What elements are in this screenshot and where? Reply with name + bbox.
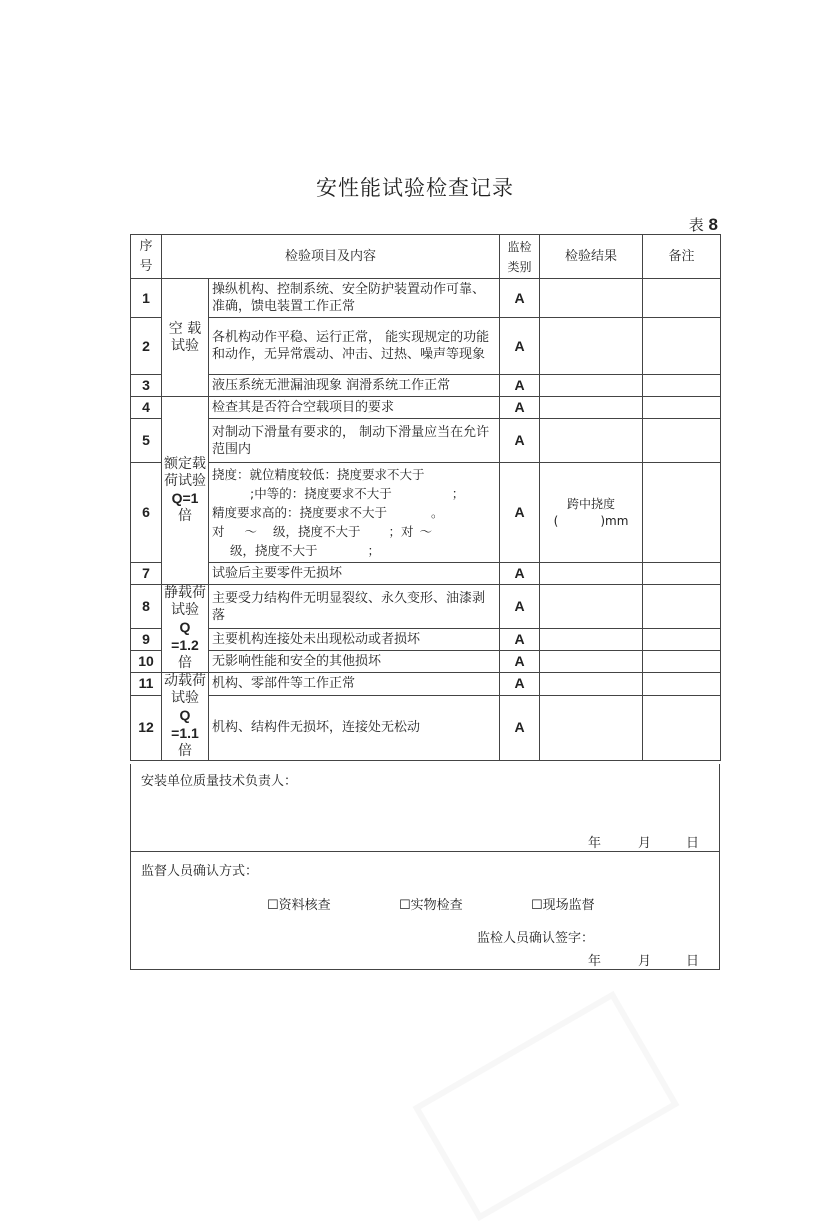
row-content: 主要受力结构件无明显裂纹、永久变形、油漆剥落	[209, 585, 500, 629]
group-label-static-load	[162, 585, 209, 673]
table-row	[131, 651, 721, 673]
row-content: 主要机构连接处未出现松动或者损坏	[209, 629, 500, 651]
row-number: 6	[131, 463, 162, 563]
deflection-line: 对 ～ 级，挠度不大于 ；对 ～	[212, 524, 433, 539]
table-row	[131, 585, 721, 629]
group-label-text: 额定载荷试验	[164, 456, 206, 489]
row-result-deflection[interactable]	[540, 463, 643, 563]
page-title: 安性能试验检查记录	[316, 176, 514, 200]
group-label-factor: Q=1	[171, 490, 199, 506]
row-content: 机构、结构件无损坏，连接处无松动	[209, 695, 500, 760]
group-label-no-load: 空 载试验	[162, 279, 209, 397]
row-number: 7	[131, 563, 162, 585]
group-label-dynamic-load	[162, 673, 209, 761]
table-row	[131, 563, 721, 585]
table-row	[131, 419, 721, 463]
group-label-unit: 倍	[178, 508, 192, 524]
deflection-label: 跨中挠度	[567, 496, 616, 511]
group-label-factor: Q =1.2	[171, 619, 199, 653]
deflection-value[interactable]: ( )mm	[553, 513, 629, 528]
table-number-prefix: 表	[688, 216, 704, 234]
table-number-value: 8	[708, 215, 718, 234]
row-number: 3	[131, 375, 162, 397]
row-content: 液压系统无泄漏油现象 润滑系统工作正常	[209, 375, 500, 397]
row-number: 1	[131, 279, 162, 318]
row-category: A	[500, 585, 540, 629]
row-category: A	[500, 463, 540, 563]
header-seq: 序号	[131, 235, 162, 279]
row-category: A	[500, 318, 540, 375]
row-result[interactable]	[540, 695, 643, 760]
row-remark[interactable]	[643, 375, 721, 397]
row-number: 10	[131, 651, 162, 673]
row-result[interactable]	[540, 419, 643, 463]
row-category: A	[500, 279, 540, 318]
group-label-text: 动载荷试验	[164, 673, 206, 706]
row-remark[interactable]	[643, 695, 721, 760]
row-result[interactable]	[540, 375, 643, 397]
row-result[interactable]	[540, 397, 643, 419]
install-date-month: 月	[638, 836, 652, 851]
row-content: 机构、零部件等工作正常	[209, 673, 500, 696]
row-remark[interactable]	[643, 585, 721, 629]
header-result: 检验结果	[540, 235, 643, 279]
watermark-shape	[413, 991, 680, 1221]
group-label-text: 静载荷试验	[164, 585, 206, 618]
row-category: A	[500, 375, 540, 397]
row-category: A	[500, 563, 540, 585]
option-onsite-supervision[interactable]: ☐现场监督	[531, 898, 595, 913]
row-remark[interactable]	[643, 673, 721, 696]
row-result[interactable]	[540, 673, 643, 696]
row-result[interactable]	[540, 279, 643, 318]
table-row	[131, 375, 721, 397]
header-row	[131, 235, 721, 279]
row-remark[interactable]	[643, 318, 721, 375]
inspection-table	[130, 234, 721, 761]
install-date-year: 年	[588, 836, 602, 851]
table-row	[131, 397, 721, 419]
row-content: 检查其是否符合空载项目的要求	[209, 397, 500, 419]
row-content-deflection	[209, 463, 500, 563]
table-row	[131, 629, 721, 651]
sign-date-day: 日	[686, 954, 700, 969]
install-date-day: 日	[686, 836, 700, 851]
deflection-line: 挠度：就位精度较低：挠度要求不大于	[212, 467, 425, 482]
row-remark[interactable]	[643, 463, 721, 563]
sign-date-month: 月	[638, 954, 652, 969]
supervision-method-label: 监督人员确认方式：	[141, 864, 259, 879]
group-label-rated-load	[162, 397, 209, 585]
row-content: 操纵机构、控制系统、安全防护装置动作可靠、准确，馈电装置工作正常	[209, 279, 500, 318]
row-content: 对制动下滑量有要求的， 制动下滑量应当在允许范围内	[209, 419, 500, 463]
table-row	[131, 279, 721, 318]
group-label-unit: 倍	[178, 743, 192, 759]
table-row	[131, 463, 721, 563]
header-item: 检验项目及内容	[162, 235, 500, 279]
table-row	[131, 695, 721, 760]
row-category: A	[500, 695, 540, 760]
row-remark[interactable]	[643, 563, 721, 585]
row-content: 无影响性能和安全的其他损坏	[209, 651, 500, 673]
deflection-line: 精度要求高的：挠度要求不大于 。	[212, 505, 444, 520]
row-number: 5	[131, 419, 162, 463]
row-remark[interactable]	[643, 279, 721, 318]
row-content: 各机构动作平稳、运行正常， 能实现规定的功能和动作，无异常震动、冲击、过热、噪声等现象	[209, 318, 500, 375]
header-remark: 备注	[643, 235, 721, 279]
row-content: 试验后主要零件无损坏	[209, 563, 500, 585]
table-row	[131, 318, 721, 375]
table-row	[131, 673, 721, 696]
install-unit-label: 安装单位质量技术负责人：	[141, 774, 298, 789]
row-result[interactable]	[540, 629, 643, 651]
row-category: A	[500, 629, 540, 651]
row-category: A	[500, 673, 540, 696]
deflection-line: 级，挠度不大于 ；	[230, 543, 381, 558]
row-number: 8	[131, 585, 162, 629]
row-number: 11	[131, 673, 162, 696]
option-document-check[interactable]: ☐资料核查	[267, 898, 331, 913]
sign-date-year: 年	[588, 954, 602, 969]
row-number: 4	[131, 397, 162, 419]
header-category: 监检类别	[500, 235, 540, 279]
group-label-unit: 倍	[178, 655, 192, 671]
row-category: A	[500, 419, 540, 463]
table-number	[600, 214, 718, 235]
row-remark[interactable]	[643, 651, 721, 673]
row-result[interactable]	[540, 318, 643, 375]
row-remark[interactable]	[643, 419, 721, 463]
deflection-line: ;中等的：挠度要求不大于 ；	[250, 486, 465, 501]
row-number: 2	[131, 318, 162, 375]
inspector-signature-label: 监检人员确认签字：	[477, 931, 595, 946]
row-remark[interactable]	[643, 629, 721, 651]
option-physical-check[interactable]: ☐实物检查	[399, 898, 463, 913]
row-result[interactable]	[540, 651, 643, 673]
row-result[interactable]	[540, 585, 643, 629]
row-result[interactable]	[540, 563, 643, 585]
install-unit-section	[131, 764, 719, 852]
row-remark[interactable]	[643, 397, 721, 419]
group-label-factor: Q =1.1	[171, 707, 199, 741]
row-number: 12	[131, 695, 162, 760]
row-category: A	[500, 397, 540, 419]
row-number: 9	[131, 629, 162, 651]
row-category: A	[500, 651, 540, 673]
supervision-section	[131, 852, 719, 969]
signature-section	[130, 764, 720, 970]
